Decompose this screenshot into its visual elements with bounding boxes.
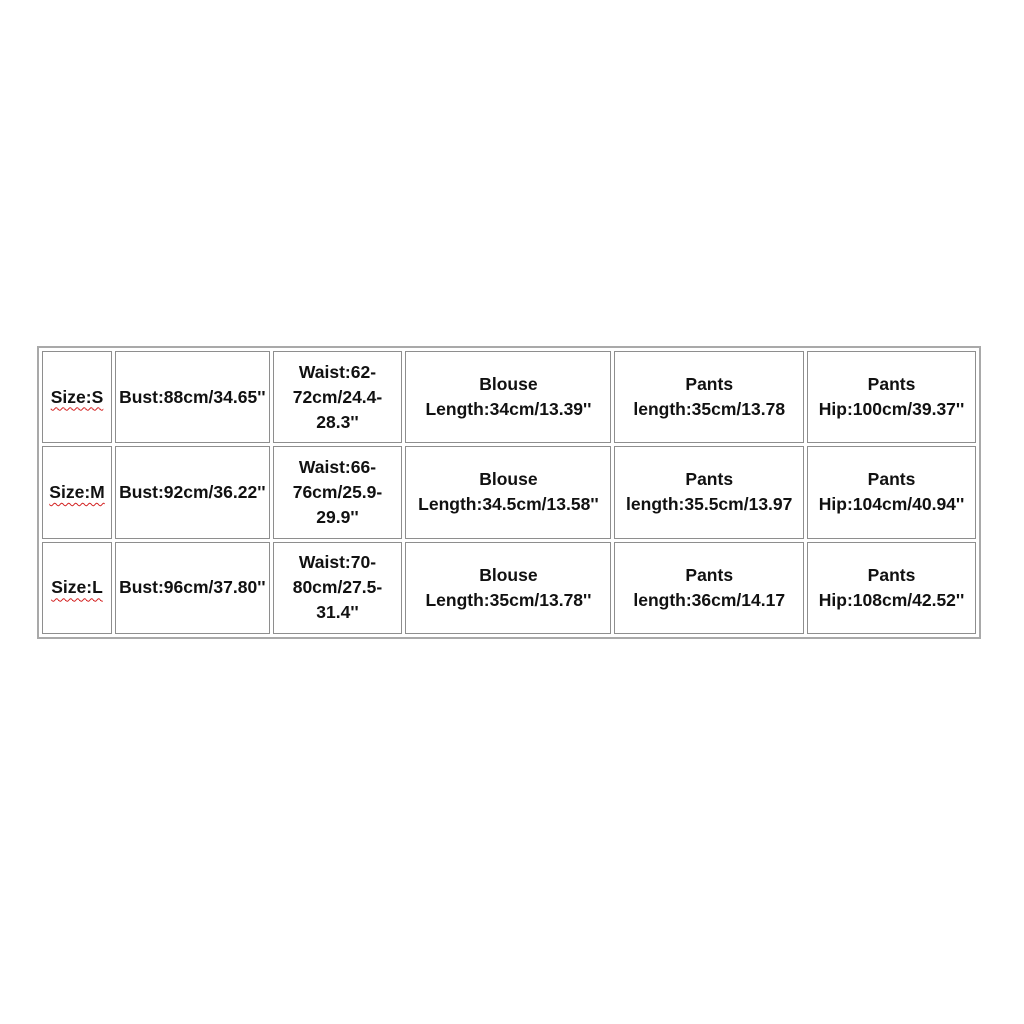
- pants-label: Pants: [685, 469, 734, 490]
- waist-line: 31.4'': [316, 602, 359, 623]
- size-chart-table: [37, 346, 981, 639]
- blouse-length-cell: [405, 351, 611, 443]
- pants-hip-value: Hip:104cm/40.94'': [818, 494, 965, 515]
- bust-cell: [115, 446, 270, 538]
- size-cell: [42, 446, 112, 538]
- bust-cell: [115, 542, 270, 634]
- pants-label: Pants: [867, 374, 916, 395]
- pants-length-cell: [614, 542, 804, 634]
- waist-line: 76cm/25.9-: [292, 481, 383, 502]
- pants-hip-value: Hip:108cm/42.52'': [818, 589, 965, 610]
- waist-cell: [273, 446, 403, 538]
- table-row: [42, 351, 976, 443]
- pants-hip-value: Hip:100cm/39.37'': [818, 399, 965, 420]
- blouse-length-value: Length:34cm/13.39'': [425, 399, 592, 420]
- waist-line: Waist:66-: [298, 456, 377, 477]
- pants-length-cell: [614, 446, 804, 538]
- pants-label: Pants: [867, 469, 916, 490]
- blouse-label: Blouse: [479, 374, 538, 395]
- waist-line: 28.3'': [316, 411, 359, 432]
- waist-line: Waist:70-: [298, 552, 377, 573]
- blouse-length-value: Length:34.5cm/13.58'': [418, 494, 599, 515]
- size-cell: [42, 542, 112, 634]
- size-cell: [42, 351, 112, 443]
- pants-length-value: length:35cm/13.78: [633, 399, 786, 420]
- blouse-length-value: Length:35cm/13.78'': [425, 589, 592, 610]
- waist-cell: [273, 542, 403, 634]
- table-row: [42, 542, 976, 634]
- waist-line: 72cm/24.4-: [292, 386, 383, 407]
- size-label: Size:S: [50, 386, 104, 407]
- bust-value: Bust:88cm/34.65'': [119, 386, 266, 407]
- blouse-label: Blouse: [479, 564, 538, 585]
- pants-hip-cell: [807, 351, 976, 443]
- waist-line: 80cm/27.5-: [292, 577, 383, 598]
- blouse-length-cell: [405, 446, 611, 538]
- pants-hip-cell: [807, 446, 976, 538]
- pants-length-value: length:36cm/14.17: [633, 589, 786, 610]
- waist-cell: [273, 351, 403, 443]
- pants-length-cell: [614, 351, 804, 443]
- table-row: [42, 446, 976, 538]
- bust-cell: [115, 351, 270, 443]
- blouse-label: Blouse: [479, 469, 538, 490]
- pants-label: Pants: [867, 564, 916, 585]
- pants-hip-cell: [807, 542, 976, 634]
- size-label: Size:L: [51, 577, 103, 598]
- bust-value: Bust:92cm/36.22'': [119, 481, 266, 502]
- blouse-length-cell: [405, 542, 611, 634]
- pants-length-value: length:35.5cm/13.97: [626, 494, 793, 515]
- bust-value: Bust:96cm/37.80'': [119, 577, 266, 598]
- size-label: Size:M: [49, 481, 105, 502]
- waist-line: 29.9'': [316, 506, 359, 527]
- pants-label: Pants: [685, 564, 734, 585]
- waist-line: Waist:62-: [298, 361, 377, 382]
- pants-label: Pants: [685, 374, 734, 395]
